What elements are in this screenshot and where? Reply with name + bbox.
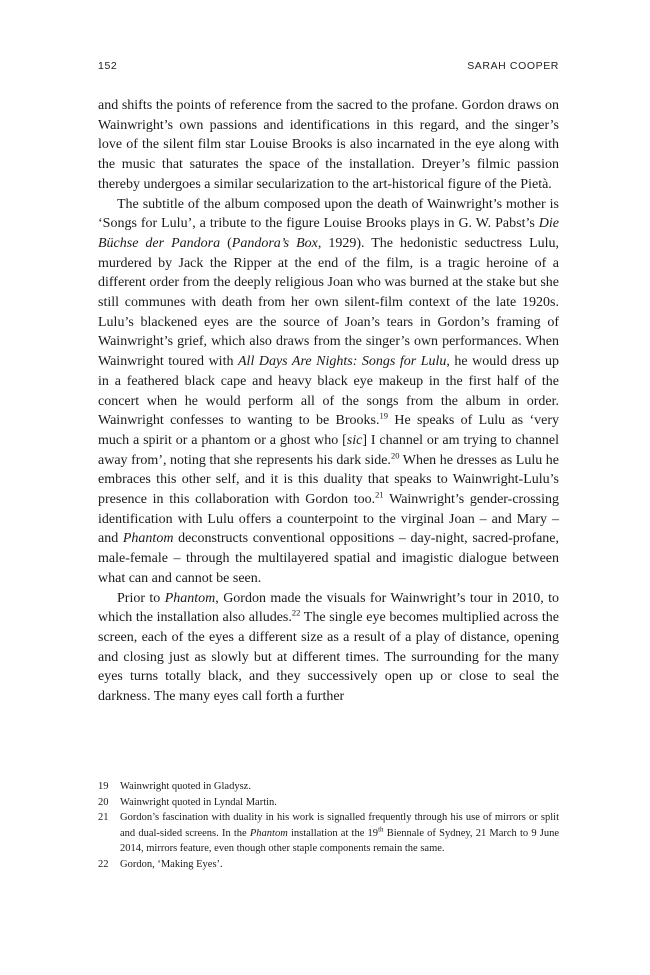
footnote-text: Wainwright quoted in Lyndal Martin.	[120, 796, 277, 808]
tour-title: All Days Are Nights: Songs for Lulu	[238, 354, 447, 370]
text-run: The subtitle of the album composed upon the death of Wainwright’s mother is ‘Songs for Lulu’, a tribute to the figure Louise Brooks plays in G. W. Pabst’s	[98, 196, 559, 232]
footnote-number: 19	[98, 781, 109, 792]
footnotes	[98, 779, 559, 872]
text-run: He speaks of Lulu as ‘very much a spirit or a phantom or a ghost who [	[98, 413, 559, 448]
running-head-author: SARAH COOPER	[467, 60, 559, 72]
text-run: Wainwright’s gender-crossing identification with Lulu offers a counterpoint to the virginal Joan – and Mary – and	[98, 492, 560, 547]
paragraph-1	[98, 96, 559, 195]
footnote-text: Biennale of Sydney, 21 March to 9 June 2014, mirrors feature, even though other staple components remain the same.	[120, 827, 559, 854]
film-title-german: Die Büchse der Pandora	[98, 216, 559, 251]
work-title-phantom: Phantom	[164, 590, 216, 606]
page-header	[98, 60, 559, 76]
footnote-ref-22: 22	[291, 607, 301, 618]
text-run: Prior to	[117, 590, 165, 606]
work-title-phantom: Phantom	[122, 531, 174, 547]
footnote-ref-21: 21	[375, 489, 384, 500]
footnote-20	[98, 795, 559, 811]
paragraph-3	[98, 589, 559, 707]
film-title-english: Pandora’s Box	[231, 235, 318, 251]
work-title-phantom: Phantom	[249, 827, 288, 839]
text-run: , he would dress up in a feathered black cape and heavy black eye makeup in the first half of the concert when he would perform all of the songs from the album in order. Wainwright confesses to wanting to be Brooks.	[98, 354, 560, 429]
ordinal-suffix: th	[378, 825, 384, 833]
text-run: deconstructs conventional oppositions – day-night, sacred-profane, male-female – through the multilayered spatial and imagistic dialogue between what can and cannot be seen.	[98, 531, 559, 586]
paragraph-2	[98, 195, 559, 589]
footnote-21	[98, 810, 559, 857]
footnote-number: 22	[98, 858, 109, 870]
footnote-19	[98, 779, 559, 795]
footnote-text: Gordon’s fascination with duality in his work is signalled frequently through his use of mirrors or split and dual-sided screens. In the	[120, 812, 559, 839]
footnote-text: Gordon, ‘Making Eyes’.	[120, 858, 223, 870]
text-run: , Gordon made the visuals for Wainwright’s tour in 2010, to which the installation also alludes.	[98, 590, 559, 626]
paragraph-1-text: and shifts the points of reference from the sacred to the profane. Gordon draws on Wainwright’s own passions and identifications in this regard, and the singer’s love of the silent film star Louise Brooks is also incarnated in the eye along with the music that saturates the space of the installation. Dreyer’s filmic passion thereby undergoes a similar secularization to the art-historical figure of the Pietà.	[98, 98, 559, 192]
page-number: 152	[98, 60, 118, 72]
footnote-text: installation at the 19	[287, 827, 379, 839]
footnote-number: 21	[98, 812, 109, 823]
sic-marker: sic	[346, 432, 363, 448]
footnote-number: 20	[98, 796, 109, 808]
footnote-22	[98, 857, 559, 873]
text-run: , 1929). The hedonistic seductress Lulu, murdered by Jack the Ripper at the end of the film, is a tragic heroine of a different order from the deeply religious Joan who was burned at the stake but she still communes with death from her own silent-film context of the late 1920s. Lulu’s blackened eyes are the source of Joan’s tears in Gordon’s framing of Wainwright’s grief, which also draws from the singer’s own performances. When Wainwright toured with	[98, 235, 560, 370]
text-run: The single eye becomes multiplied across the screen, each of the eyes a different size as a result of a play of distance, opening and closing just as slowly but at different times. The surrounding for the many eyes turns totally black, and they successively open up or close to seal the darkness. The many eyes call forth a further	[98, 610, 559, 705]
text-run: ] I channel or am trying to channel away from’, noting that she represents his dark side.	[98, 432, 560, 468]
main-text	[98, 96, 559, 707]
footnote-ref-20: 20	[390, 450, 400, 460]
text-run: (	[220, 235, 232, 251]
text-run: When he dresses as Lulu he embraces this other self, and it is this duality that speaks to Wainwright-Lulu’s presence in this collaboration with Gordon too.	[98, 452, 559, 508]
footnote-text: Wainwright quoted in Gladysz.	[120, 781, 251, 792]
footnote-ref-19: 19	[379, 410, 388, 421]
